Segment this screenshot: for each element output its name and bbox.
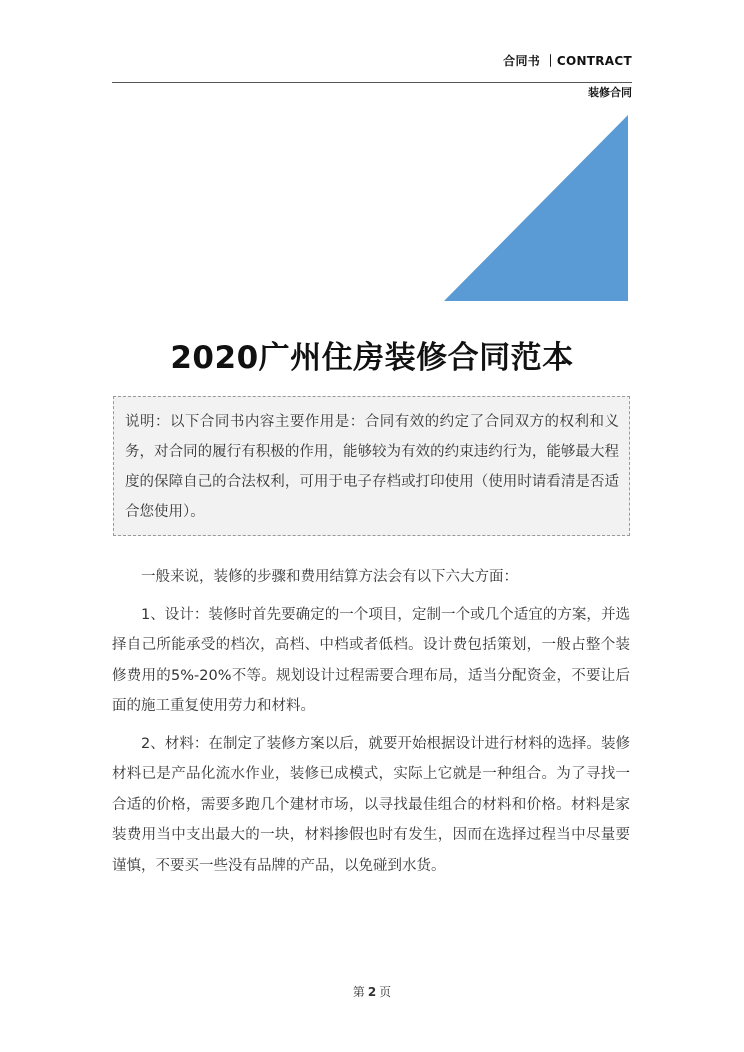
- notice-box: 说明：以下合同书内容主要作用是：合同有效的约定了合同双方的权利和义务，对合同的履行有积极的作用，能够较为有效的约束违约行为，能够最大程度的保障自己的合法权利，可用于电子存档或打印使用（使用时请看清是否适合您使用）。: [113, 396, 630, 536]
- page-suffix: 页: [379, 985, 392, 999]
- paragraph-intro: 一般来说，装修的步骤和费用结算方法会有以下六大方面：: [141, 569, 518, 585]
- page-number: 2: [367, 985, 377, 999]
- paragraph-design: 1、设计：装修时首先要确定的一个项目，定制一个或几个适宜的方案，并选择自己所能承受的档次，高档、中档或者低档。设计费包括策划，一般占整个装修费用的5%-20%不等。规划设计过程需要合理布局，适当分配资金，不要让后面的施工重复使用劳力和材料。: [112, 606, 630, 714]
- triangle-shape: [444, 115, 628, 301]
- header-contract-label: 合同书 ｜CONTRACT: [503, 54, 632, 68]
- header-document-type: 装修合同: [588, 86, 632, 99]
- document-body: [112, 562, 630, 888]
- decorative-triangle: [444, 115, 628, 301]
- page-title: 2020广州住房装修合同范本: [170, 340, 574, 376]
- page-footer: [0, 983, 744, 1000]
- paragraph-materials: 2、材料：在制定了装修方案以后，就要开始根据设计进行材料的选择。装修材料已是产品化流水作业，装修已成模式，实际上它就是一种组合。为了寻找一合适的价格，需要多跑几个建材市场，以寻找最佳组合的材料和价格。材料是家装费用当中支出最大的一块，材料掺假也时有发生，因而在选择过程当中尽量要谨慎，不要买一些没有品牌的产品，以免碰到水货。: [112, 735, 630, 874]
- page-prefix: 第: [352, 985, 365, 999]
- header-divider: [112, 82, 632, 83]
